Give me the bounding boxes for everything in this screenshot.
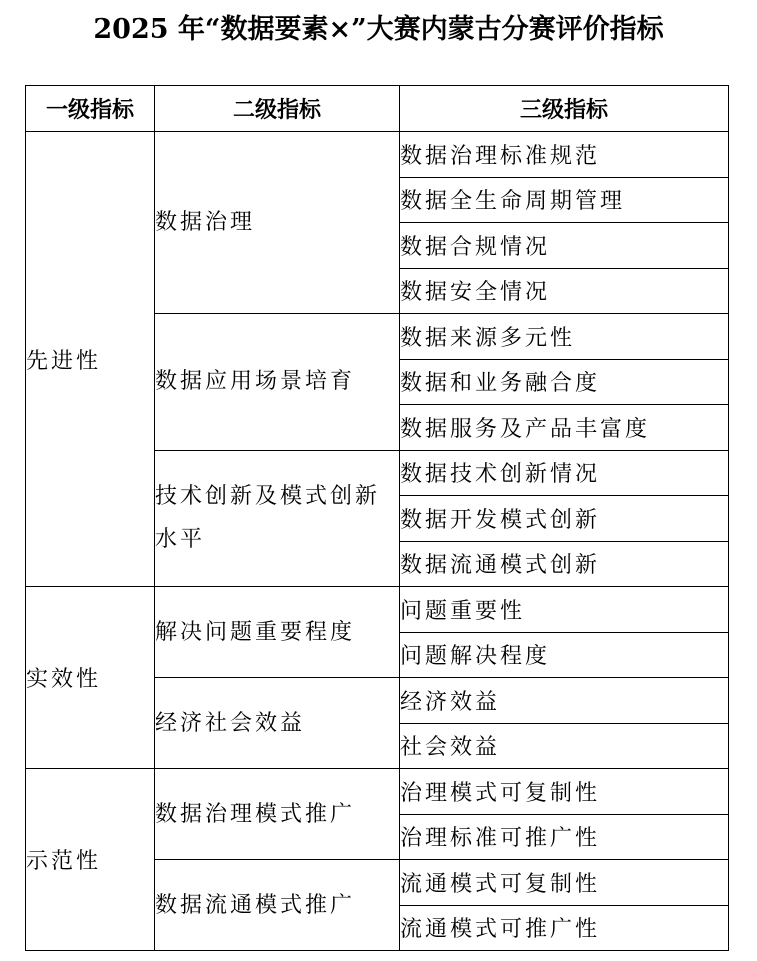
level3-cell: 问题重要性 — [400, 587, 729, 633]
level3-cell: 治理标准可推广性 — [400, 814, 729, 860]
level2-cell: 数据治理模式推广 — [155, 769, 400, 860]
header-level2: 二级指标 — [155, 86, 400, 132]
level1-cell: 先进性 — [26, 132, 155, 587]
level3-cell: 数据服务及产品丰富度 — [400, 405, 729, 451]
level2-cell: 数据应用场景培育 — [155, 314, 400, 451]
page-title: 2025 年“数据要素×”大赛内蒙古分赛评价指标 — [93, 14, 664, 45]
level3-cell: 数据流通模式创新 — [400, 541, 729, 587]
table-row — [26, 769, 729, 815]
level1-cell: 实效性 — [26, 587, 155, 769]
level3-cell: 数据全生命周期管理 — [400, 177, 729, 223]
level2-cell: 解决问题重要程度 — [155, 587, 400, 678]
table-row — [26, 132, 729, 178]
level2-cell: 经济社会效益 — [155, 678, 400, 769]
level1-cell: 示范性 — [26, 769, 155, 951]
level2-cell: 数据治理 — [155, 132, 400, 314]
level3-cell: 数据来源多元性 — [400, 314, 729, 360]
header-level1: 一级指标 — [26, 86, 155, 132]
table-row — [26, 587, 729, 633]
level3-cell: 经济效益 — [400, 678, 729, 724]
level3-cell: 治理模式可复制性 — [400, 769, 729, 815]
level3-cell: 社会效益 — [400, 723, 729, 769]
level3-cell: 数据治理标准规范 — [400, 132, 729, 178]
level3-cell: 数据开发模式创新 — [400, 496, 729, 542]
level2-cell: 技术创新及模式创新水平 — [155, 450, 400, 587]
level3-cell: 问题解决程度 — [400, 632, 729, 678]
level3-cell: 流通模式可复制性 — [400, 860, 729, 906]
level3-cell: 数据技术创新情况 — [400, 450, 729, 496]
level3-cell: 数据合规情况 — [400, 223, 729, 269]
level3-cell: 数据和业务融合度 — [400, 359, 729, 405]
level3-cell: 数据安全情况 — [400, 268, 729, 314]
level2-cell: 数据流通模式推广 — [155, 860, 400, 951]
header-level3: 三级指标 — [400, 86, 729, 132]
table-header-row — [26, 86, 729, 132]
evaluation-table — [25, 85, 729, 951]
level3-cell: 流通模式可推广性 — [400, 905, 729, 951]
